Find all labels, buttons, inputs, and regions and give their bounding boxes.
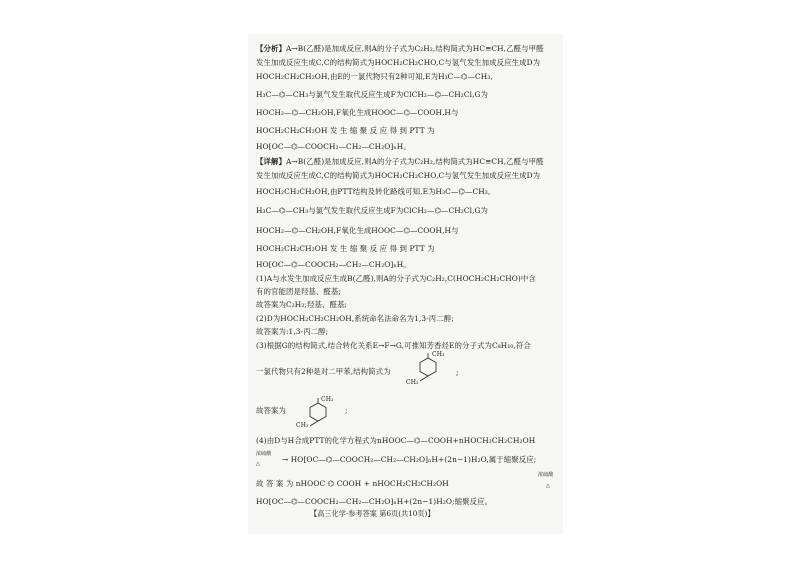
reaction-condition-top-2: 浓硫酸: [538, 472, 554, 478]
answer-3-line-2: 一氯代物只有2种是对二甲苯,结构简式为: [256, 367, 391, 376]
answer-4-line-1: (4)由D与H合成PTT的化学方程式为nHOOC—⌬—COOH+nHOCH₂CH₂CH₂OH: [256, 436, 536, 445]
detail-line-2: 发生加成反应生成C,C的结构简式为HOCH₂CH₂CHO,C与氢气发生加成反应生成D为: [256, 171, 541, 180]
detail-label: 【详解】: [256, 157, 286, 166]
ch3-bottom-label-1: CH₃: [406, 379, 419, 386]
end-mark-1: ;: [456, 368, 459, 377]
reaction-condition-bottom-2: △: [546, 483, 550, 489]
detail-line-1: 【详解】A→B(乙醛)是加成反应,则A的分子式为C₂H₂,结构简式为HC≡CH,乙醛与甲醛: [256, 157, 544, 166]
ch3-top-label-2: CH₃: [321, 396, 334, 403]
detail-line-3: HOCH₂CH₂CH₂OH,由PTT结构及转化路线可知,E为H₃C—⌬—CH₃,: [256, 187, 491, 196]
detail-line-4: H₃C—⌬—CH₃与氯气发生取代反应生成F为ClCH₂—⌬—CH₂Cl,G为: [256, 206, 489, 215]
answer-4-line-2: → HO[OC—⌬—COOCH₂—CH₂—CH₂O]ₙH+(2n−1)H₂O,属于缩聚反应;: [282, 455, 537, 464]
analysis-line-3: HOCH₂CH₂CH₂OH,由E的一氯代物只有2种可知,E为H₃C—⌬—CH₃,: [256, 72, 493, 81]
analysis-label: 【分析】: [256, 44, 286, 53]
analysis-line-1: 【分析】A→B(乙醛)是加成反应,则A的分子式为C₂H₂,结构简式为HC≡CH,乙醛与甲醛: [256, 44, 544, 53]
analysis-line-6: HOCH₂CH₂CH₂OH 发 生 缩 聚 反 应 得 到 PTT 为: [256, 126, 435, 135]
reaction-condition-top: 浓硫酸: [256, 451, 272, 457]
reaction-condition-bottom: △: [256, 461, 260, 467]
answer-4-line-4: HO[OC—⌬—COOCH₂—CH₂—CH₂O]ₙH+(2n−1)H₂O;缩聚反应。: [256, 497, 493, 506]
detail-line-6: HOCH₂CH₂CH₂OH 发 生 缩 聚 反 应 得 到 PTT 为: [256, 244, 435, 253]
analysis-line-7: HO[OC—⌬—COOCH₂—CH₂—CH₂O]ₙH。: [256, 142, 411, 151]
analysis-line-2: 发生加成反应生成C,C的结构简式为HOCH₂CH₂CHO,C与氢气发生加成反应生成D为: [256, 58, 541, 67]
ch3-top-label-1: CH₃: [432, 351, 445, 358]
answer-2-line-2: 故答案为:1,3-丙二醇;: [256, 327, 329, 336]
answer-3-line-3: 故答案为: [256, 406, 286, 415]
detail-line-7: HO[OC—⌬—COOCH₂—CH₂—CH₂O]ₙH。: [256, 260, 411, 269]
answer-1-line-3: 故答案为C₂H₂;羟基、醛基;: [256, 300, 348, 309]
answer-2-line-1: (2)D为HOCH₂CH₂CH₂OH,系统命名法命名为1,3-丙二醇;: [256, 314, 454, 323]
answer-4-line-3: 故 答 案 为 nHOOC ⌬ COOH + nHOCH₂CH₂CH₂OH: [256, 479, 449, 488]
ch3-bottom-label-2: CH₃: [296, 422, 309, 429]
answer-3-line-1: (3)根据G的结构简式,结合转化关系E→F→G,可推知芳香烃E的分子式为C₈H₁₀,符合: [256, 341, 531, 350]
answer-1-line-1: (1)A与水发生加成反应生成B(乙醛),则A的分子式为C₂H₂,C(HOCH₂CH₂CHO)中含: [256, 274, 536, 283]
answer-1-line-2: 有的官能团是羟基、醛基;: [256, 287, 341, 296]
analysis-line-4: H₃C—⌬—CH₃与氯气发生取代反应生成F为ClCH₂—⌬—CH₂Cl,G为: [256, 90, 489, 99]
detail-line-5: HOCH₂—⌬—CH₂OH,F氧化生成HOOC—⌬—COOH,H与: [256, 226, 459, 235]
page-footer: 【高三化学·参考答案 第6页(共10页)】: [310, 509, 435, 518]
end-mark-2: ;: [345, 406, 348, 415]
analysis-line-5: HOCH₂—⌬—CH₂OH,F氧化生成HOOC—⌬—COOH,H与: [256, 108, 459, 117]
